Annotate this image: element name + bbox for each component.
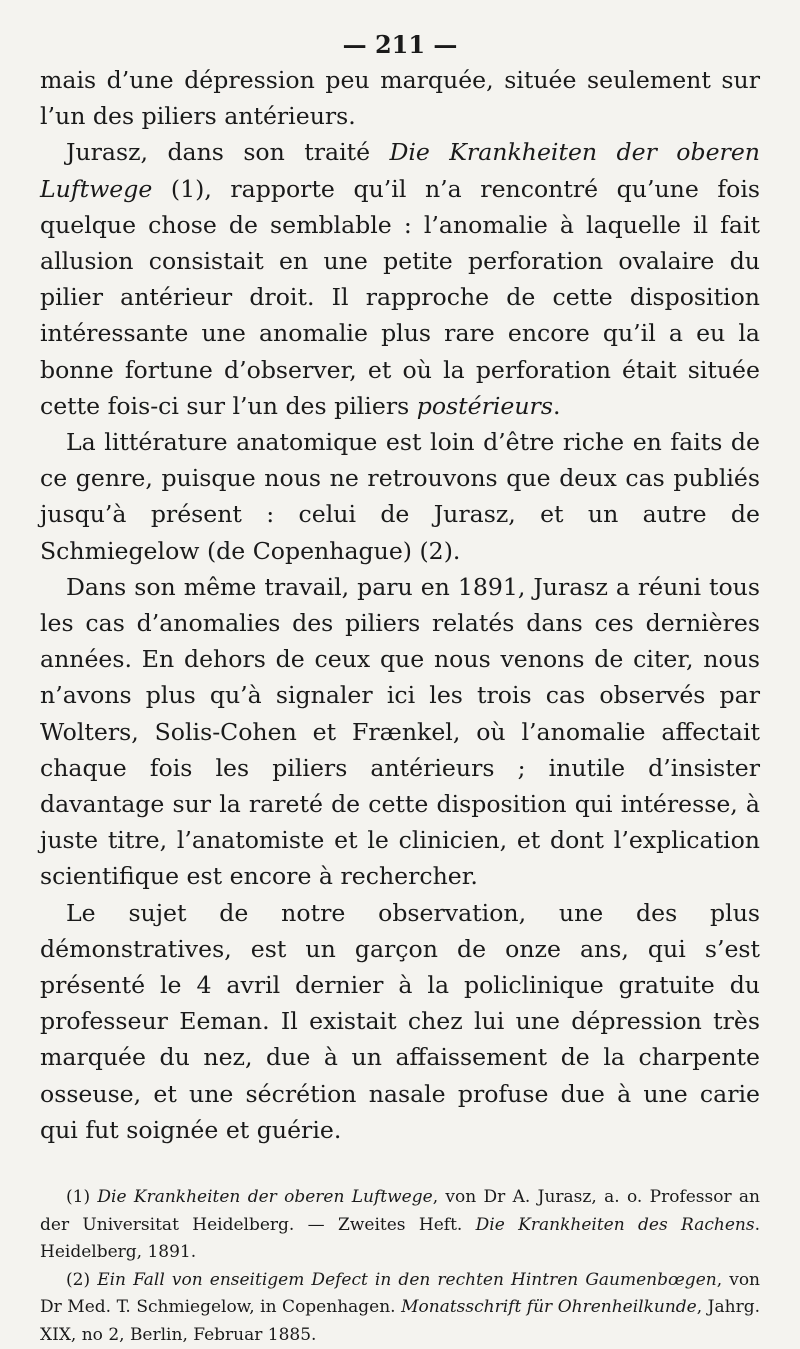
- emphasis: postérieurs: [416, 391, 553, 420]
- paragraph: [40, 569, 760, 895]
- text-segment: La littérature anatomique est loin d’être riche en faits de ce genre, puisque nous ne retrouvons que deux cas publiés jusqu’à présent : celui de Jurasz, et un autre de Schmiegelow (de Copenhague) (2).: [40, 428, 760, 565]
- text-segment: Jurasz, dans son traité: [66, 138, 390, 167]
- book-title: Die Krankheiten der oberen Luftwege: [40, 138, 760, 203]
- text-segment: Le sujet de notre observation, une des plus démonstratives, est un garçon de onze ans, qui s’est présenté le 4 avril dernier à la policlinique gratuite du professeur Eeman. Il existait chez lui une dépression très marquée du nez, due à un affaissement de la charpente osseuse, et une sécrétion nasale profuse due à une carie qui fut soignée et guérie.: [40, 898, 760, 1144]
- journal-title: Monatsschrift für Ohrenheilkunde: [401, 1297, 697, 1318]
- paragraph: [40, 62, 760, 134]
- text-segment: , von Dr A. Jurasz, a. o. Professor an der Universitat Heidelberg. — Zweites Heft.: [40, 1187, 761, 1235]
- paragraph: [40, 134, 760, 424]
- text-segment: , Jahrg. XIX, no 2, Berlin, Februar 1885.: [40, 1297, 760, 1345]
- footnote-marker: (1): [66, 1187, 98, 1208]
- text-segment: , von Dr Med. T. Schmiegelow, in Copenhagen.: [40, 1269, 761, 1318]
- text-segment: mais d’une dépression peu marquée, située seulement sur l’un des piliers antérieurs.: [40, 66, 760, 131]
- paragraph: [40, 895, 760, 1148]
- book-title: Die Krankheiten des Rachens: [475, 1214, 755, 1235]
- footnote-marker: (2): [66, 1269, 98, 1290]
- text-segment: Dans son même travail, paru en 1891, Jurasz a réuni tous les cas d’anomalies des piliers relatés dans ces dernières années. En dehors de ceux que nous venons de citer, nous n’avons plus qu’à signaler ici les trois cas observés par Wolters, Solis-Cohen et Frænkel, où l’anomalie affectait chaque fois les piliers antérieurs ; inutile d’insister davantage sur la rareté de cette disposition qui intéresse, à juste titre, l’anatomiste et le clinicien, et dont l’explication scientifique est encore à rechercher.: [40, 572, 760, 891]
- footnote: [40, 1267, 760, 1349]
- article-title: Ein Fall von enseitigem Defect in den rechten Hintren Gaumenbœgen: [97, 1269, 717, 1290]
- body-text: [40, 62, 760, 1148]
- footnotes: [40, 1184, 760, 1349]
- paragraph: [40, 424, 760, 569]
- book-title: Die Krankheiten der oberen Luftwege: [97, 1187, 433, 1208]
- text-segment: (1), rapporte qu’il n’a rencontré qu’une fois quelque chose de semblable : l’anomalie à laquelle il fait allusion consistait en une petite perforation ovalaire du pilier antérieur droit. Il rapproche de cette disposition intéressante une anomalie plus rare encore qu’il a eu la bonne fortune d’observer, et où la perforation était située cette fois-ci sur l’un des piliers: [40, 174, 760, 420]
- text-segment: .: [552, 391, 561, 420]
- footnote: [40, 1184, 760, 1267]
- page-number: — 211 —: [342, 30, 458, 59]
- text-segment: . Heidelberg, 1891.: [40, 1214, 760, 1263]
